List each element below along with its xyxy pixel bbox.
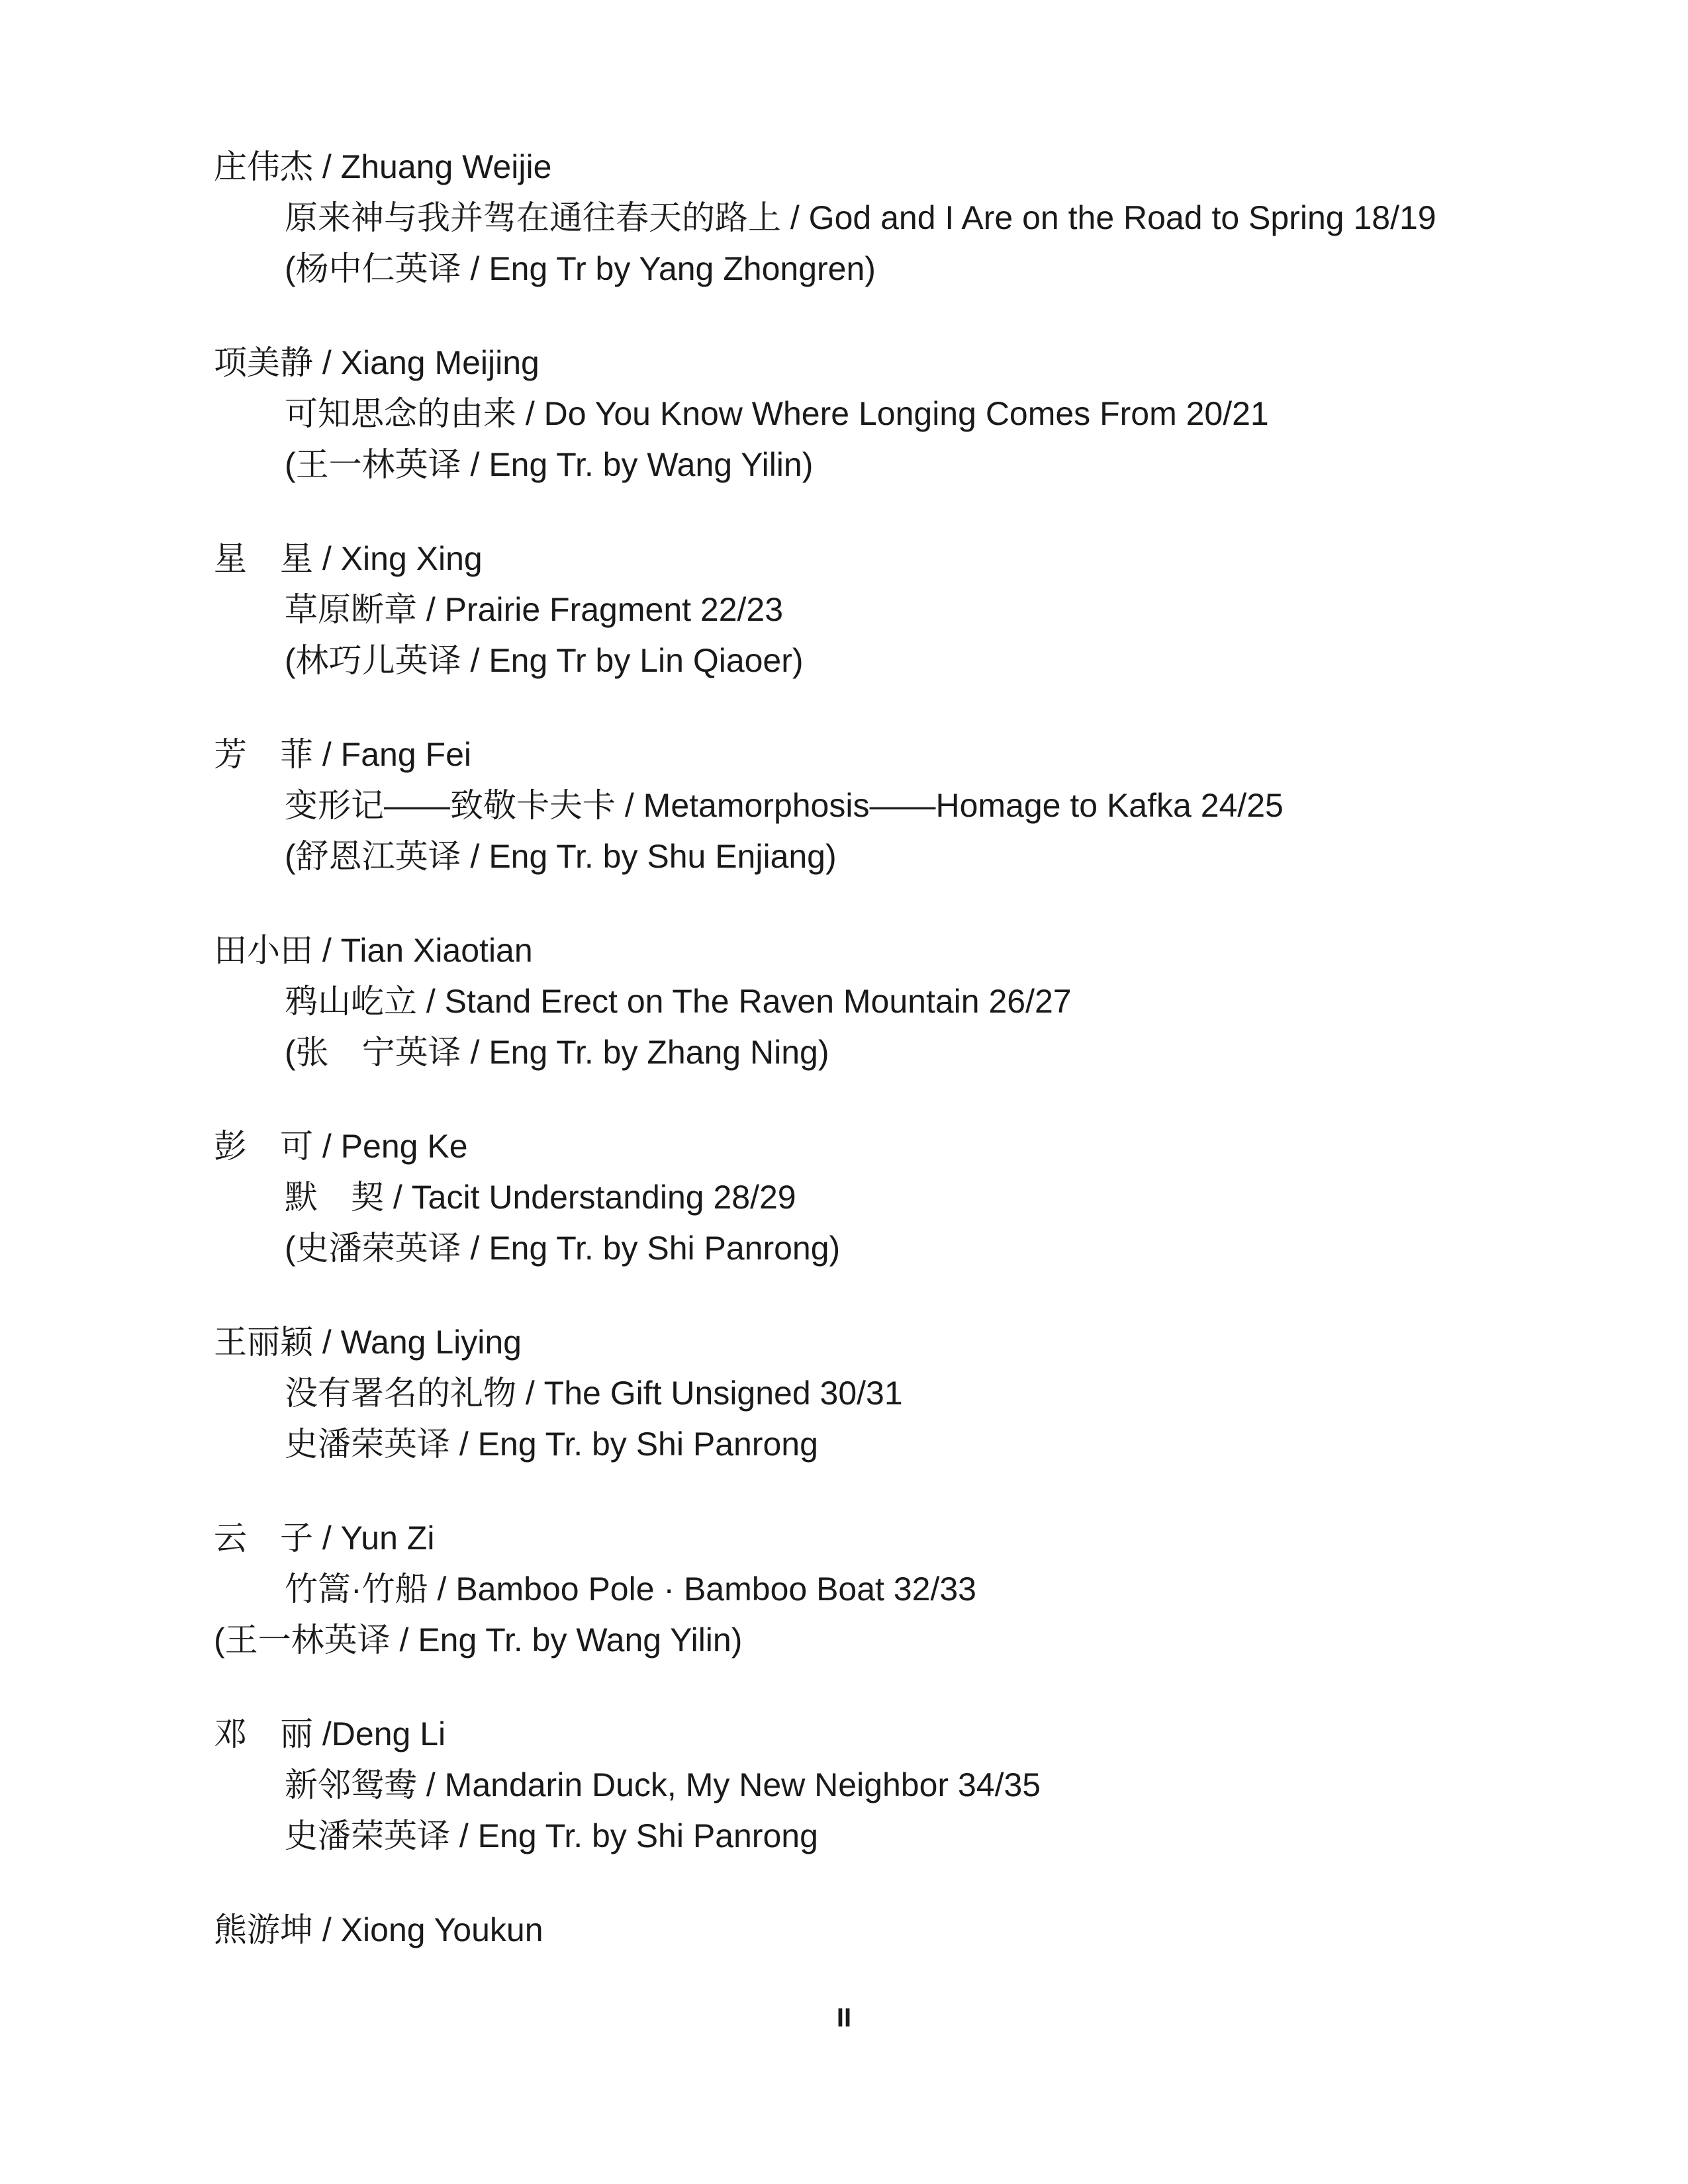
entry-author: 彭 可 / Peng Ke (214, 1128, 468, 1165)
entry-title: 默 契 / Tacit Understanding 28/29 (285, 1179, 796, 1216)
toc-entry (214, 338, 1538, 533)
entry-translator: (舒恩江英译 / Eng Tr. by Shu Enjiang) (285, 838, 837, 875)
entry-translator: (史潘荣英译 / Eng Tr. by Shi Panrong) (285, 1230, 841, 1267)
entry-author: 庄伟杰 / Zhuang Weijie (214, 148, 552, 185)
toc-entry (214, 533, 1538, 729)
entry-author: 田小田 / Tian Xiaotian (214, 932, 533, 969)
page-number: II (836, 2003, 852, 2032)
entry-title: 草原断章 / Prairie Fragment 22/23 (285, 591, 784, 628)
toc-entry (214, 729, 1538, 925)
entry-author: 芳 菲 / Fang Fei (214, 736, 471, 773)
toc-entry (214, 142, 1538, 338)
toc-entry (214, 1121, 1538, 1317)
table-of-contents (214, 142, 1538, 1958)
entry-title: 原来神与我并驾在通往春天的路上 / God and I Are on the Road to Spring 18/19 (285, 199, 1436, 236)
entry-author: 熊游坤 / Xiong Youkun (214, 1911, 543, 1948)
entry-translator: (张 宁英译 / Eng Tr. by Zhang Ning) (285, 1034, 829, 1071)
entry-author: 星 星 / Xing Xing (214, 540, 483, 577)
toc-entry (214, 925, 1538, 1121)
entry-translator: (王一林英译 / Eng Tr. by Wang Yilin) (285, 446, 814, 483)
entry-title: 竹篙·竹船 / Bamboo Pole · Bamboo Boat 32/33 (285, 1570, 976, 1608)
entry-translator: (王一林英译 / Eng Tr. by Wang Yilin) (214, 1621, 743, 1659)
entry-author: 邓 丽 /Deng Li (214, 1715, 446, 1752)
entry-author: 项美静 / Xiang Meijing (214, 344, 539, 381)
entry-translator: 史潘荣英译 / Eng Tr. by Shi Panrong (285, 1817, 818, 1854)
entry-title: 变形记——致敬卡夫卡 / Metamorphosis——Homage to Kafka 24/25 (285, 787, 1284, 824)
entry-title: 鸦山屹立 / Stand Erect on The Raven Mountain 26/27 (285, 983, 1072, 1020)
entry-title: 新邻鸳鸯 / Mandarin Duck, My New Neighbor 34/35 (285, 1766, 1041, 1803)
entry-title: 可知思念的由来 / Do You Know Where Longing Comes From 20/21 (285, 395, 1269, 432)
entry-author: 王丽颖 / Wang Liying (214, 1324, 522, 1361)
entry-translator: 史潘荣英译 / Eng Tr. by Shi Panrong (285, 1426, 818, 1463)
entry-title: 没有署名的礼物 / The Gift Unsigned 30/31 (285, 1375, 903, 1412)
toc-entry (214, 1905, 1538, 1958)
toc-entry (214, 1317, 1538, 1513)
entry-translator: (杨中仁英译 / Eng Tr by Yang Zhongren) (285, 250, 876, 287)
entry-translator: (林巧儿英译 / Eng Tr by Lin Qiaoer) (285, 642, 804, 679)
entry-author: 云 子 / Yun Zi (214, 1520, 435, 1557)
toc-entry (214, 1513, 1538, 1709)
toc-entry (214, 1709, 1538, 1905)
